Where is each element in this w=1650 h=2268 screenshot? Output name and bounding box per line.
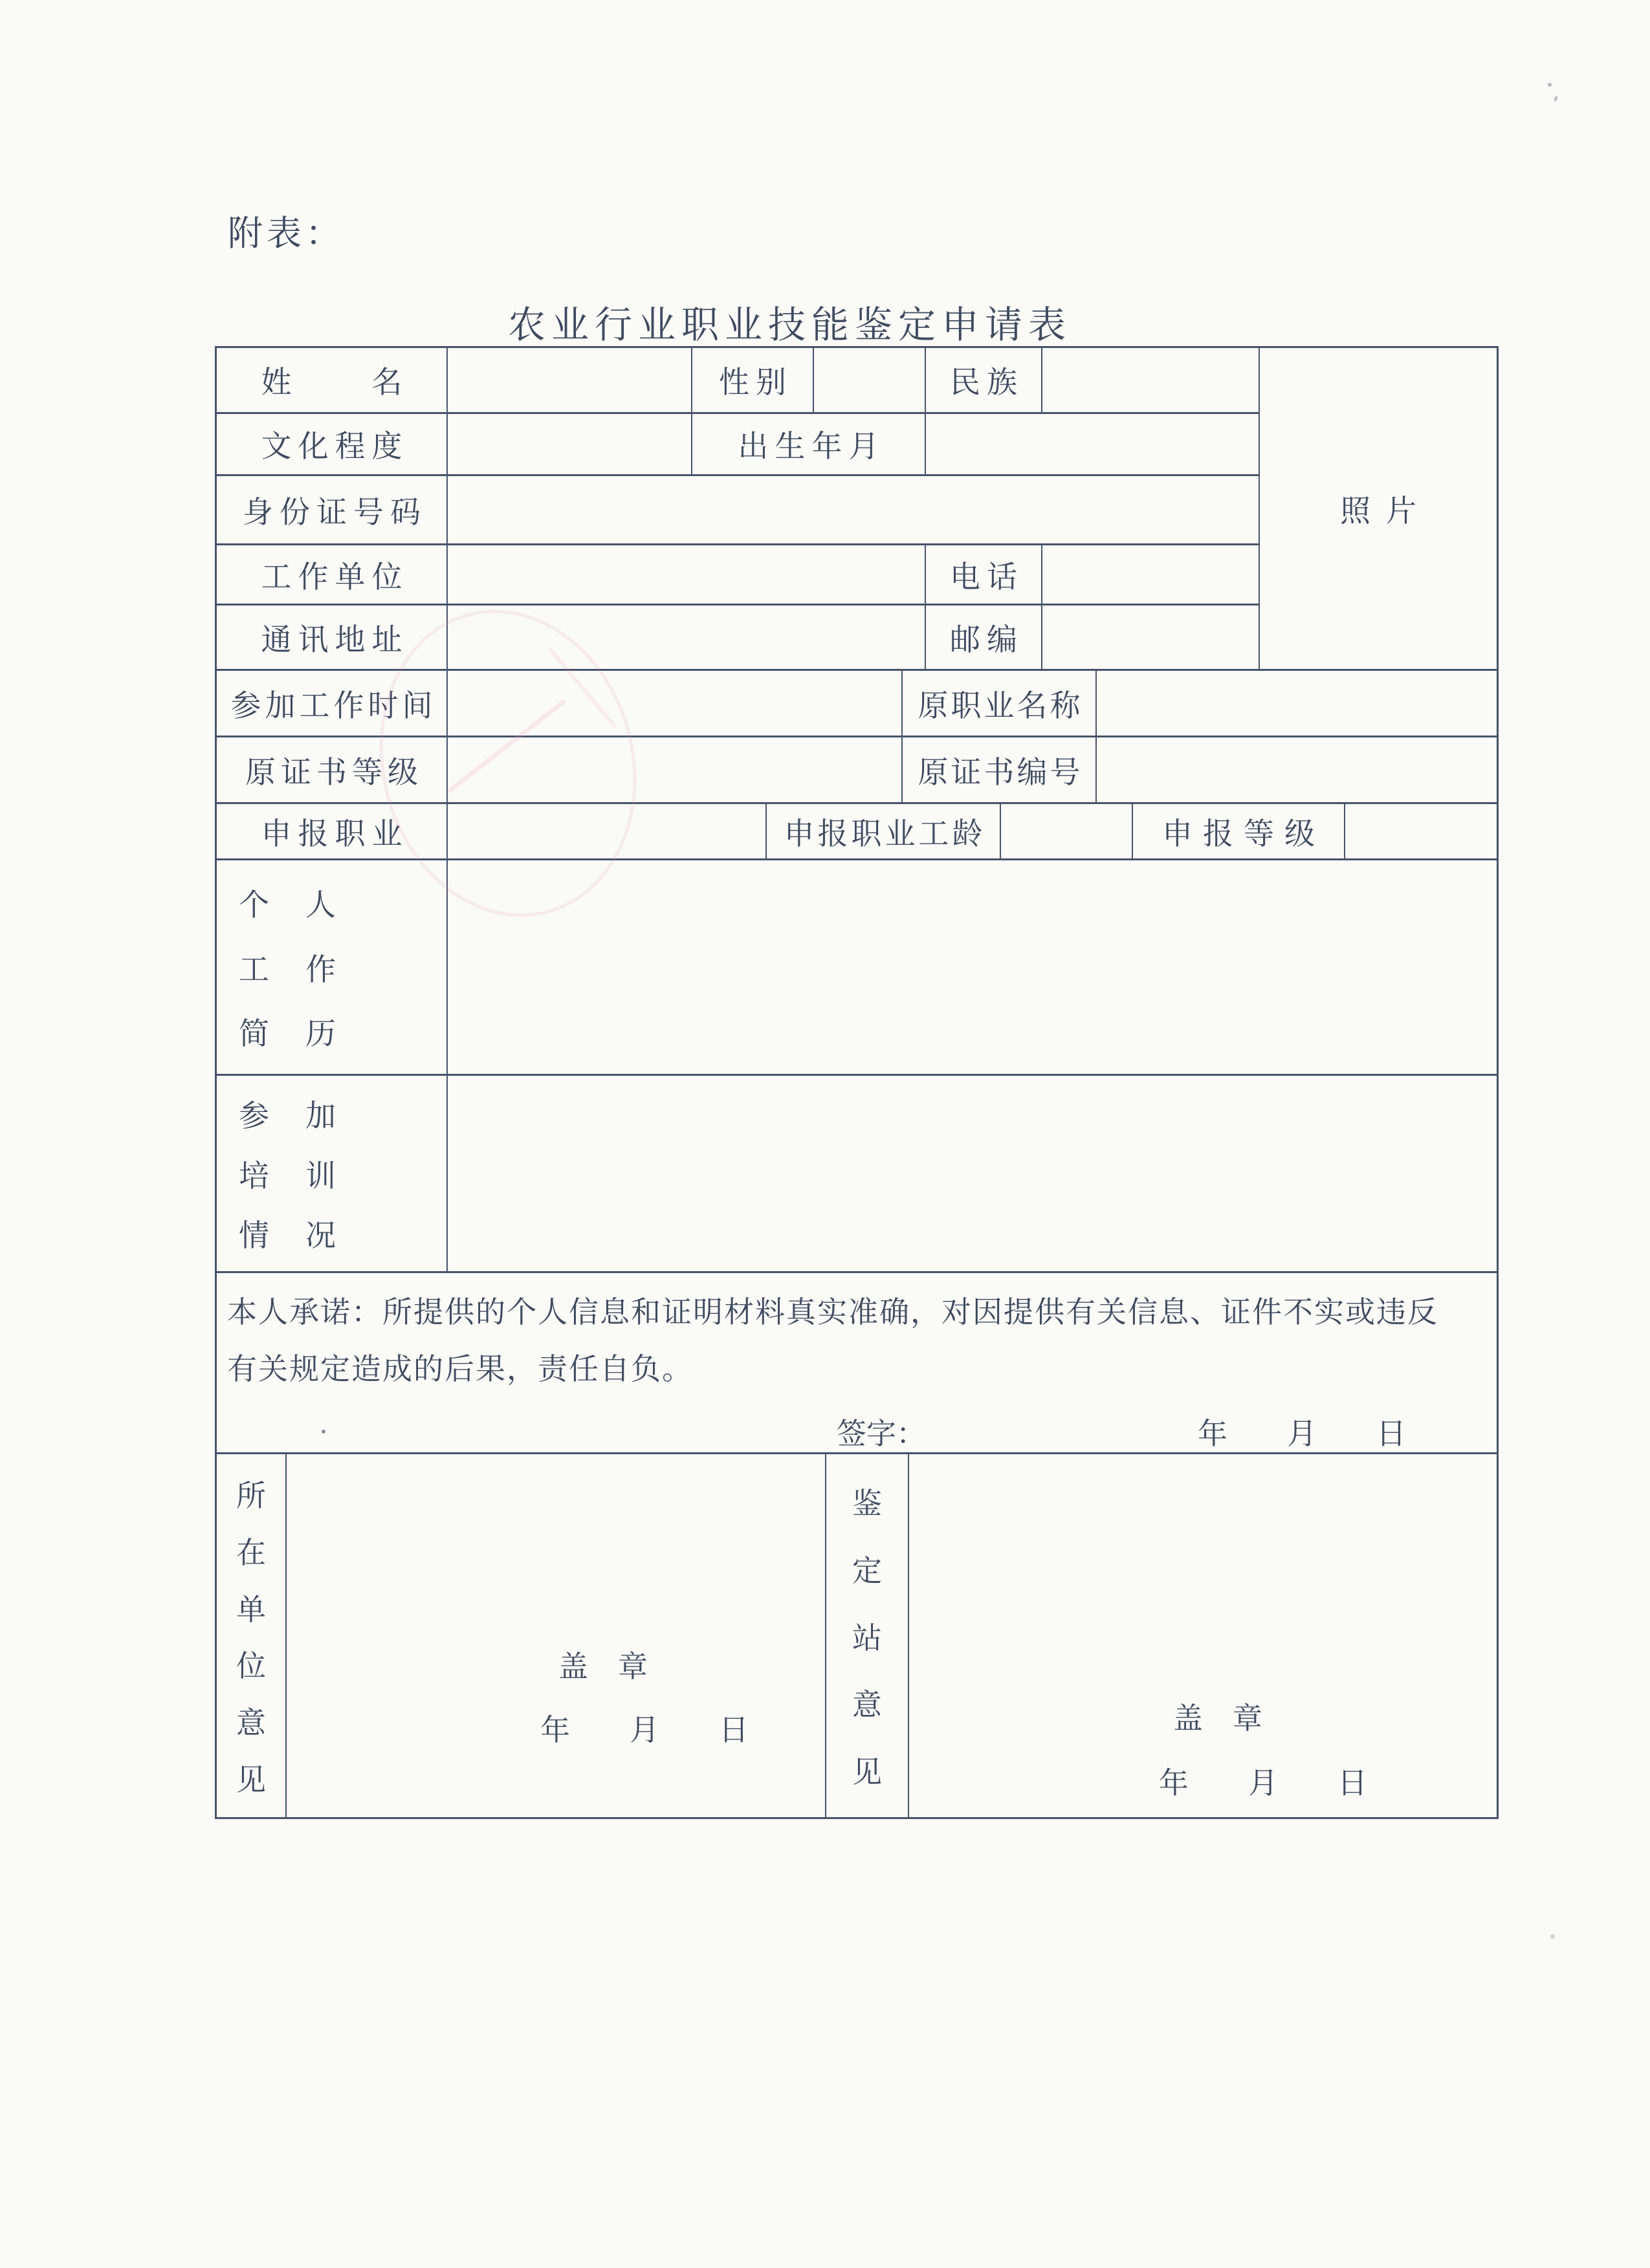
postcode-label: 邮编 (926, 605, 1042, 671)
station-opinion-label-char: 鉴 (852, 1487, 882, 1520)
declaration-line-2: 有关规定造成的后果，责任自负。 (227, 1353, 693, 1386)
resume-content (448, 860, 1497, 1076)
station-opinion-label (826, 1454, 909, 1817)
training-label-line: 参加 (239, 1100, 372, 1134)
birthdate-value (926, 414, 1260, 476)
unit-opinion-label-char: 在 (236, 1536, 266, 1569)
station-date-placeholder: 年 月 日 (1159, 1767, 1367, 1800)
station-opinion-label-char: 见 (852, 1756, 882, 1789)
training-label (217, 1076, 448, 1273)
signature-date-placeholder: 年 月 日 (1198, 1417, 1406, 1450)
signature-label: 签字： (837, 1417, 926, 1450)
id-number-value (448, 476, 1260, 545)
form-title: 农业行业职业技能鉴定申请表 (508, 304, 1072, 346)
work-start-label: 参加工作时间 (217, 671, 448, 737)
station-opinion-label-char: 意 (852, 1688, 882, 1722)
id-number-label: 身份证号码 (217, 476, 448, 545)
resume-label-line: 个人 (239, 889, 372, 923)
address-label: 通讯地址 (217, 605, 448, 671)
ethnicity-value (1042, 348, 1260, 414)
education-label: 文化程度 (217, 414, 448, 476)
unit-date-placeholder: 年 月 日 (540, 1714, 749, 1747)
resume-label-line: 工作 (239, 953, 372, 987)
training-content (448, 1076, 1497, 1273)
resume-label-line: 简历 (239, 1017, 372, 1051)
station-opinion-label-char: 定 (852, 1554, 882, 1587)
gender-value (814, 348, 926, 414)
application-form-table (215, 346, 1499, 1819)
ethnicity-label: 民族 (926, 348, 1042, 414)
resume-label (217, 860, 448, 1076)
prev-cert-number-value (1097, 737, 1497, 804)
prev-cert-level-label: 原证书等级 (217, 737, 448, 804)
phone-label: 电话 (926, 545, 1042, 605)
station-opinion-content (909, 1454, 1497, 1817)
applied-occupation-label: 申报职业 (217, 804, 448, 860)
prev-occupation-value (1097, 671, 1497, 737)
unit-opinion-content (287, 1454, 826, 1817)
education-value (448, 414, 692, 476)
attachment-label: 附表： (228, 214, 344, 253)
training-label-line: 情况 (239, 1219, 372, 1253)
prev-cert-number-label: 原证书编号 (903, 737, 1097, 804)
unit-opinion-label-char: 单 (236, 1593, 266, 1626)
unit-opinion-label (217, 1454, 287, 1817)
scan-dot-artifact (322, 1430, 325, 1434)
scan-speck (1550, 1934, 1555, 1939)
gender-label: 性别 (692, 348, 814, 414)
unit-opinion-label-char: 位 (236, 1650, 266, 1683)
station-opinion-label-char: 站 (852, 1621, 882, 1655)
applied-years-label: 申报职业工龄 (767, 804, 1001, 860)
photo-cell: 照片 (1260, 348, 1497, 671)
training-label-line: 培训 (239, 1159, 372, 1194)
birthdate-label: 出生年月 (692, 414, 926, 476)
phone-value (1042, 545, 1260, 605)
scan-speck (1548, 83, 1552, 87)
employer-label: 工作单位 (217, 545, 448, 605)
prev-occupation-label: 原职业名称 (903, 671, 1097, 737)
unit-opinion-label-char: 所 (236, 1479, 266, 1512)
applied-years-value (1001, 804, 1133, 860)
declaration-cell (217, 1273, 1497, 1454)
applied-level-label: 申报等级 (1133, 804, 1345, 860)
scan-speck (1554, 95, 1559, 102)
declaration-line-1: 本人承诺：所提供的个人信息和证明材料真实准确，对因提供有关信息、证件不实或违反 (227, 1296, 1438, 1329)
station-seal-placeholder: 盖 章 (1173, 1702, 1262, 1735)
unit-seal-placeholder: 盖 章 (558, 1650, 648, 1683)
name-value (448, 348, 692, 414)
unit-opinion-label-char: 见 (236, 1763, 266, 1796)
postcode-value (1042, 605, 1260, 671)
unit-opinion-label-char: 意 (236, 1706, 266, 1740)
applied-level-value (1345, 804, 1497, 860)
name-label: 姓 名 (217, 348, 448, 414)
employer-value (448, 545, 926, 605)
